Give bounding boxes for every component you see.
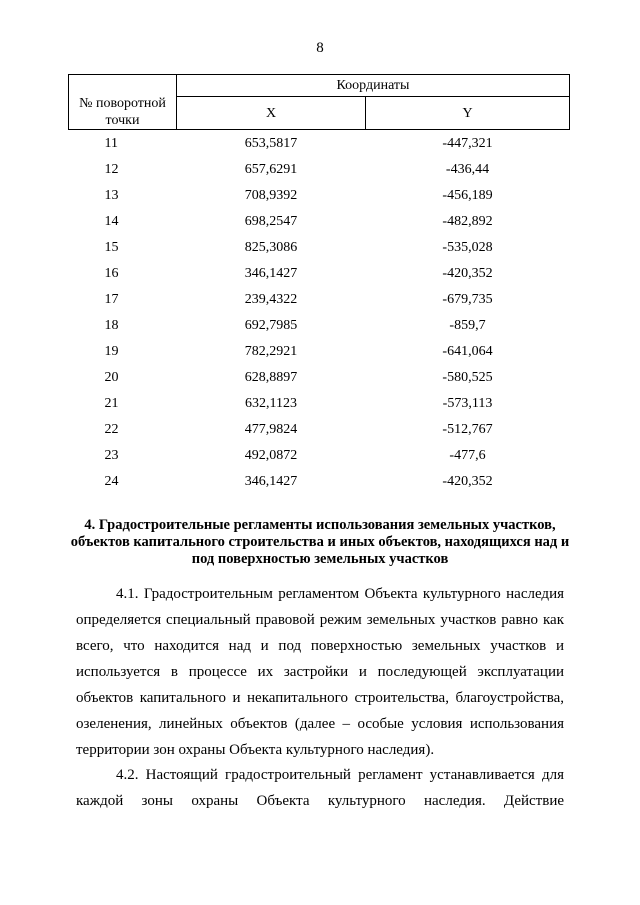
point-number-cell: 18 <box>104 317 119 333</box>
y-cell: -420,352 <box>442 265 493 281</box>
table-row <box>69 182 570 208</box>
x-cell: 477,9824 <box>244 421 298 437</box>
y-cell: -456,189 <box>442 187 493 203</box>
point-number-cell: 24 <box>104 473 119 489</box>
table-row <box>69 364 570 390</box>
table-row <box>69 286 570 312</box>
y-cell: -573,113 <box>442 395 493 411</box>
y-cell: -679,735 <box>442 291 493 307</box>
x-cell: 657,6291 <box>244 161 298 177</box>
y-cell: -482,892 <box>442 213 493 229</box>
table-row <box>69 468 570 494</box>
point-number-cell: 19 <box>104 343 119 359</box>
table-row <box>69 260 570 286</box>
table-row <box>69 390 570 416</box>
y-header: Y <box>366 97 570 130</box>
point-number-cell: 22 <box>104 421 119 437</box>
y-cell: -512,767 <box>442 421 493 437</box>
point-number-cell: 23 <box>104 447 119 463</box>
x-cell: 692,7985 <box>244 317 298 333</box>
y-cell: -420,352 <box>442 473 493 489</box>
point-number-cell: 21 <box>104 395 119 411</box>
coordinates-header: Координаты <box>177 75 570 97</box>
point-number-cell: 17 <box>104 291 119 307</box>
x-cell: 346,1427 <box>244 265 298 281</box>
y-cell: -535,028 <box>442 239 493 255</box>
page-number: 8 <box>316 40 324 56</box>
y-cell: -641,064 <box>442 343 493 359</box>
table-row <box>69 416 570 442</box>
y-cell: -436,44 <box>445 161 490 177</box>
table-row <box>69 338 570 364</box>
x-cell: 708,9392 <box>244 187 298 203</box>
x-cell: 346,1427 <box>244 473 298 489</box>
section-heading: 4. Градостроительные регламенты использования земельных участков, объектов капитального строительства и иных объектов, находящихся над и под поверхностью земельных участков <box>70 517 570 567</box>
x-cell: 239,4322 <box>244 291 298 307</box>
point-number-cell: 15 <box>104 239 119 255</box>
x-cell: 653,5817 <box>244 135 298 151</box>
y-cell: -447,321 <box>442 135 493 151</box>
x-cell: 825,3086 <box>244 239 298 255</box>
point-number-cell: 13 <box>104 187 119 203</box>
table-row <box>69 130 570 157</box>
paragraph-4-2: 4.2. Настоящий градостроительный регламент устанавливается для каждой зоны охраны Объекта культурного наследия. Действие <box>76 767 564 809</box>
table-row <box>69 156 570 182</box>
point-number-cell: 16 <box>104 265 119 281</box>
x-cell: 628,8897 <box>244 369 298 385</box>
table-row <box>69 234 570 260</box>
point-number-cell: 12 <box>104 161 119 177</box>
y-cell: -477,6 <box>449 447 486 463</box>
point-number-header: № поворотной точки <box>69 75 177 130</box>
x-cell: 782,2921 <box>244 343 298 359</box>
coordinates-table <box>68 74 570 494</box>
paragraph-4-1: 4.1. Градостроительным регламентом Объекта культурного наследия определяется специальный правовой режим земельных участков равно как всего, что находится над и под поверхностью земельных участков и используется в процессе их застройки и последующей эксплуатации объектов капитального и некапитального строительства, благоустройства, озеленения, линейных объектов (далее – особые условия использования территории зон охраны Объекта культурного наследия). <box>76 586 564 758</box>
x-cell: 492,0872 <box>244 447 298 463</box>
y-cell: -859,7 <box>449 317 486 333</box>
x-cell: 632,1123 <box>245 395 297 411</box>
x-header: X <box>177 97 366 130</box>
point-number-cell: 20 <box>104 369 119 385</box>
table-row <box>69 312 570 338</box>
table-body <box>69 130 570 495</box>
y-cell: -580,525 <box>442 369 493 385</box>
table-row <box>69 208 570 234</box>
x-cell: 698,2547 <box>244 213 298 229</box>
table-row <box>69 442 570 468</box>
point-number-cell: 11 <box>104 135 118 151</box>
point-number-cell: 14 <box>104 213 119 229</box>
